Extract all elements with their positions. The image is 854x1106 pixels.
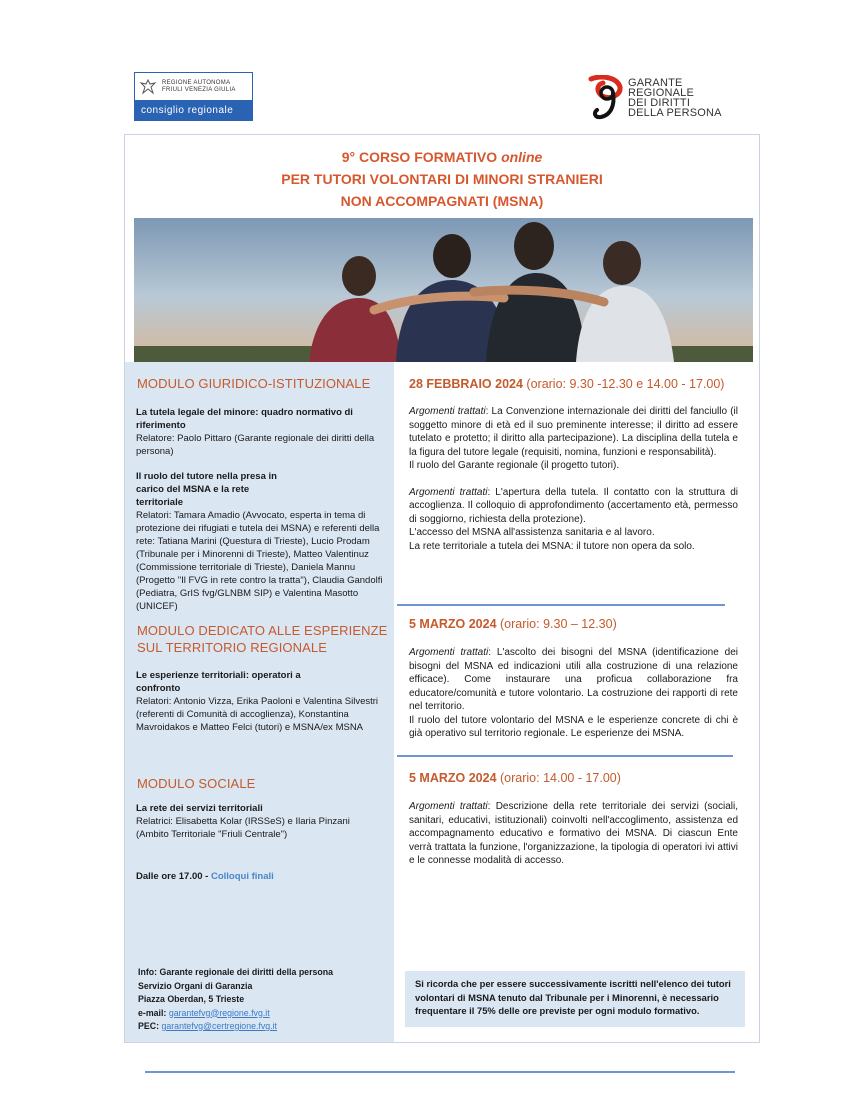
module2-session-speakers: Relatori: Antonio Vizza, Erika Paoloni e Valentina Silvestri (referenti di Comunità di accoglienza), Konstantina Mavroidakos e Matteo Felci (tutori) e MSNA/ex MSNA: [136, 696, 379, 733]
contact-info: Info: Garante regionale dei diritti della persona Servizio Organi di Garanzia Piazza Oberdan, 5 Trieste e-mail: garantefvg@regione.fvg.it PEC: garantefvg@certregione.fvg.it: [138, 967, 334, 1031]
garante-line-1: GARANTE: [628, 77, 683, 89]
attendance-note: Si ricorda che per essere successivamente iscritti nell'elenco dei tutori volontari di MSNA tenuto dal Tribunale per i Minorenni, è necessario frequentare il 75% delle ore previste per ogni modulo formativo.: [405, 971, 745, 1027]
module2-title: MODULO DEDICATO ALLE ESPERIENZE SUL TERRITORIO REGIONALE: [137, 623, 388, 655]
regione-fvg-logo: [134, 72, 253, 121]
pec-link[interactable]: garantefvg@certregione.fvg.it: [161, 1021, 278, 1031]
group-photo: [134, 218, 753, 362]
module3-session-title: La rete dei servizi territoriali: [136, 803, 263, 814]
module3-speakers: [136, 802, 386, 841]
module1-topics: Argomenti trattati: La Convenzione internazionale dei diritti del fanciullo (il soggetto minore di età ed il suo preminente interesse; il diritto ad essere tutelato e protetto; il diritto alla partecipazione). La disciplina della tutela e la figura del tutore legale (requisiti, nomina, funzioni e responsabilità). Il ruolo del Garante regionale (il progetto tutori). Argomenti trattati: L'apertura della tutela. Il contatto con la struttura di accoglienza. Il colloquio di approfondimento (accertamento età, permesso di soggiorno, richiesta della protezione). L'accesso del MSNA all'assistenza sanitaria e al lavoro. La rete territoriale a tutela dei MSNA: il tutore non opera da solo.: [409, 406, 738, 552]
eagle-icon: [139, 78, 157, 96]
module1-title: MODULO GIURIDICO-ISTITUZIONALE: [137, 376, 371, 391]
module1-session2-title: Il ruolo del tutore nella presa in carico del MSNA e la rete territoriale: [136, 471, 277, 508]
module3-title: MODULO SOCIALE: [137, 776, 256, 791]
module1-session2-speakers: Relatori: Tamara Amadio (Avvocato, esperta in tema di protezione dei rifugiati e tutela dei MSNA) e referenti della rete: Tatiana Marini (Questura di Trieste), Lucio Prodam (Tribunale per i Minorenni di Trieste), Matteo Valentinuz (Commissione territoriale di Trieste), Daniela Mannu (Progetto "Il FVG in rete contro la tratta"), Claudia Gandolfi (Pediatra, GrIS fvg/GLNBM SIP) e Valentina Masotto (UNICEF): [136, 510, 383, 612]
garante-logo: [587, 75, 727, 121]
region-line-2: FRIULI VENEZIA GIULIA: [162, 86, 236, 93]
module3-topics: Argomenti trattati: Descrizione della rete territoriale dei servizi (sociali, sanitari, educativi, istituzionali) coinvolti nell'accoglimento, assistenza ed accompagnamento educativo e formativo dei MSNA. Di ciascun Ente verrà trattata la funzione, l'organizzazione, la tipologia di operatori ivi attivi e le connesse modalità di accesso.: [409, 801, 738, 866]
divider-1: [397, 604, 725, 606]
page-title: 9° CORSO FORMATIVO online PER TUTORI VOLONTARI DI MINORI STRANIERI NON ACCOMPAGNATI (MSNA): [281, 149, 603, 209]
garante-mark-icon: [587, 75, 625, 121]
module2-date: 5 MARZO 2024 (orario: 9.30 – 12.30): [409, 617, 617, 631]
module2-topics: Argomenti trattati: L'ascolto dei bisogni del MSNA (identificazione dei bisogni del MSNA ed indicazioni utili alla costruzione di una relazione efficace). Come instaurare una proficua collaborazione fra educatore/comunità e tutore volontario. La costruzione dei rapporti di rete nel territorio. Il ruolo del tutore volontario del MSNA e le esperienze concrete di chi è già operativo sul territorio regionale. Le esperienze dei MSNA.: [409, 647, 738, 739]
divider-2: [397, 755, 733, 757]
final-interviews-link[interactable]: Colloqui finali: [210, 871, 274, 882]
module1-session1-title: La tutela legale del minore: quadro normativo di riferimento: [136, 407, 353, 431]
module2-session-title: Le esperienze territoriali: operatori a confronto: [136, 670, 301, 694]
garante-line-2: REGIONALE: [628, 87, 694, 99]
module1-date: 28 FEBBRAIO 2024 (orario: 9.30 -12.30 e 14.00 - 17.00): [409, 377, 725, 391]
module1-speakers: [136, 406, 386, 613]
council-label: consiglio regionale: [135, 100, 252, 121]
email-link[interactable]: garantefvg@regione.fvg.it: [168, 1007, 270, 1018]
module3-date: 5 MARZO 2024 (orario: 14.00 - 17.00): [409, 771, 621, 785]
final-interviews: Dalle ore 17.00 - Colloqui finali: [136, 871, 274, 882]
module1-session1-speaker: Relatore: Paolo Pittaro (Garante regionale dei diritti della persona): [136, 433, 375, 457]
footer-rule: [145, 1071, 735, 1073]
module2-speakers: [136, 669, 386, 734]
group-photo-image: [134, 218, 753, 362]
region-line-1: REGIONE AUTONOMA: [162, 79, 231, 86]
garante-line-4: DELLA PERSONA: [628, 107, 722, 119]
module3-session-speakers: Relatrici: Elisabetta Kolar (IRSSeS) e Ilaria Pinzani (Ambito Territoriale "Friuli Centrale"): [136, 816, 350, 840]
garante-line-3: DEI DIRITTI: [628, 97, 691, 109]
